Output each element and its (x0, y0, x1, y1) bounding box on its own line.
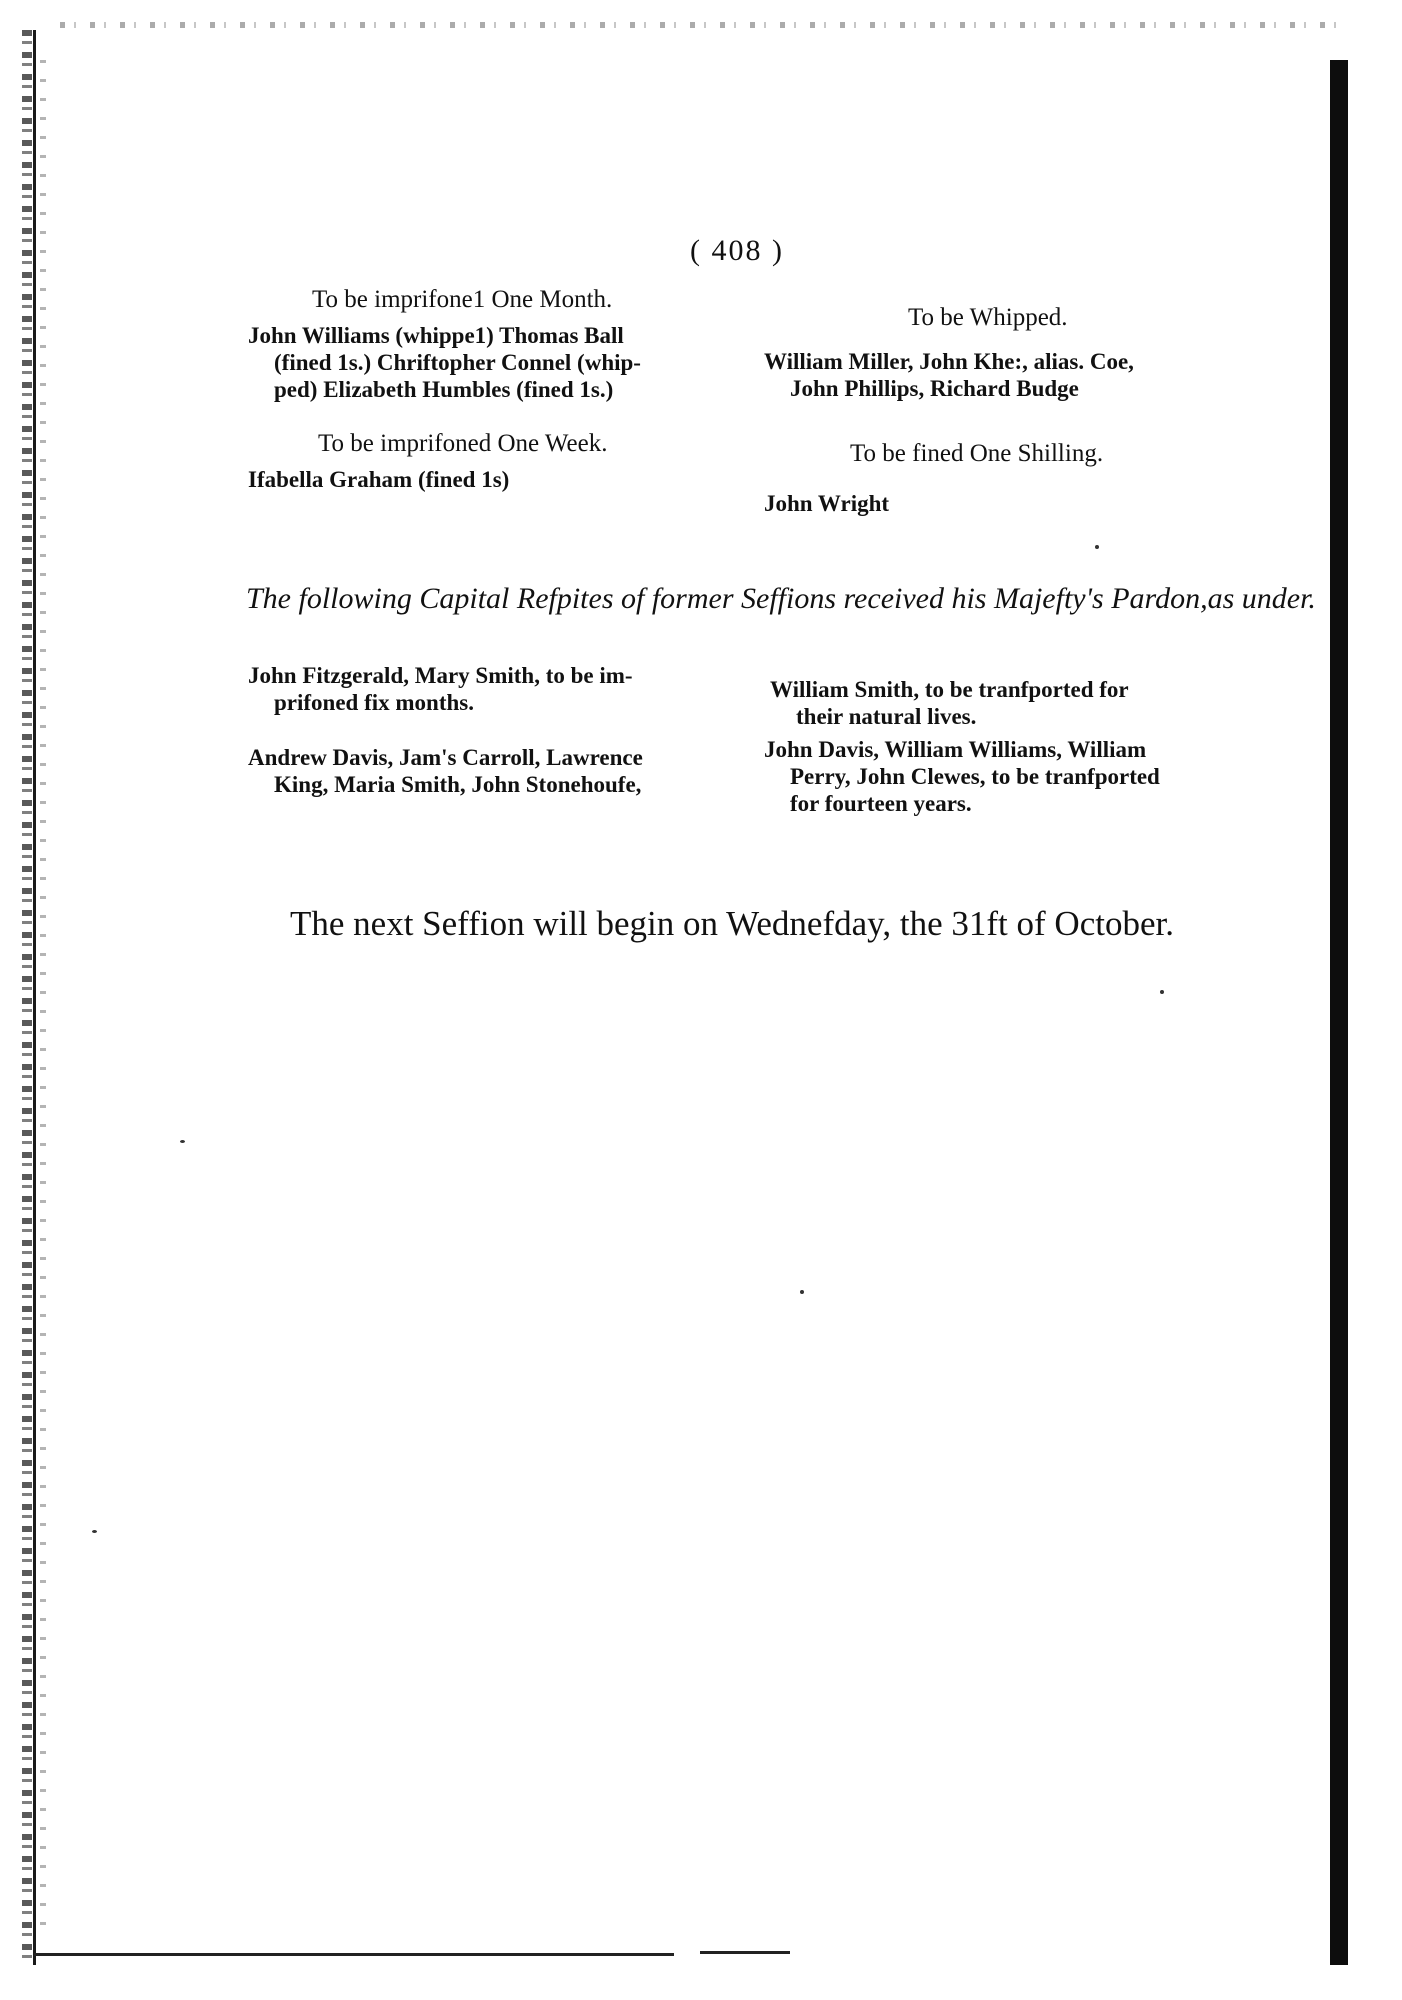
scan-speck (800, 1290, 804, 1294)
respite-right-1-line-2: their natural lives. (796, 704, 977, 729)
respite-right-2-line-3: for fourteen years. (790, 791, 972, 816)
scan-bottom-border (34, 1953, 674, 1956)
respite-left-2 (248, 744, 748, 798)
scan-speck (1160, 990, 1164, 994)
scan-bottom-border-segment (700, 1951, 790, 1954)
respite-left-2-line-1: Andrew Davis, Jam's Carroll, Lawrence (248, 745, 643, 770)
fined-line-1: John Wright (764, 491, 890, 516)
scan-speck (1095, 545, 1099, 549)
respite-right-2-line-1: John Davis, William Williams, William (764, 737, 1147, 762)
respite-left-1 (248, 662, 748, 716)
page-number: ( 408 ) (690, 234, 784, 267)
fined-heading: To be fined One Shilling. (850, 440, 1104, 467)
respite-left-2-line-2: King, Maria Smith, John Stonehoufe, (274, 772, 642, 797)
respite-right-2 (764, 736, 1284, 817)
whipped-entry (764, 348, 1284, 402)
respite-left-1-line-1: John Fitzgerald, Mary Smith, to be im- (248, 663, 633, 688)
month-line-3: ped) Elizabeth Humbles (fined 1s.) (274, 377, 614, 402)
scan-left-edge (22, 30, 32, 1960)
month-line-2: (fined 1s.) Chriftopher Connel (whip- (274, 350, 641, 375)
scan-left-border (33, 30, 36, 1965)
whipped-line-2: John Phillips, Richard Budge (790, 376, 1079, 401)
week-entry (248, 466, 748, 493)
scan-right-border (1330, 60, 1348, 1965)
scan-speck (180, 1140, 185, 1143)
month-entry (248, 322, 748, 403)
fined-entry (764, 490, 1264, 517)
month-heading: To be imprifone1 One Month. (312, 286, 613, 313)
week-heading: To be imprifoned One Week. (318, 430, 608, 457)
respites-heading: The following Capital Refpites of former Seffions received his Majefty's Pardon,as under. (246, 582, 1316, 615)
month-line-1: John Williams (whippe1) Thomas Ball (248, 323, 624, 348)
whipped-line-1: William Miller, John Khe:, alias. Coe, (764, 349, 1134, 374)
scan-left-edge-noise (40, 60, 46, 1940)
whipped-heading: To be Whipped. (908, 304, 1068, 331)
week-line-1: Ifabella Graham (fined 1s) (248, 467, 510, 492)
respite-right-2-line-2: Perry, John Clewes, to be tranfported (790, 764, 1160, 789)
scan-top-edge (60, 22, 1340, 28)
respite-right-1 (770, 676, 1270, 730)
respite-right-1-line-1: William Smith, to be tranfported for (770, 677, 1129, 702)
scan-speck (92, 1530, 97, 1533)
next-session-notice: The next Seffion will begin on Wednefday, the 31ft of October. (290, 904, 1174, 943)
respite-left-1-line-2: prifoned fix months. (274, 690, 474, 715)
